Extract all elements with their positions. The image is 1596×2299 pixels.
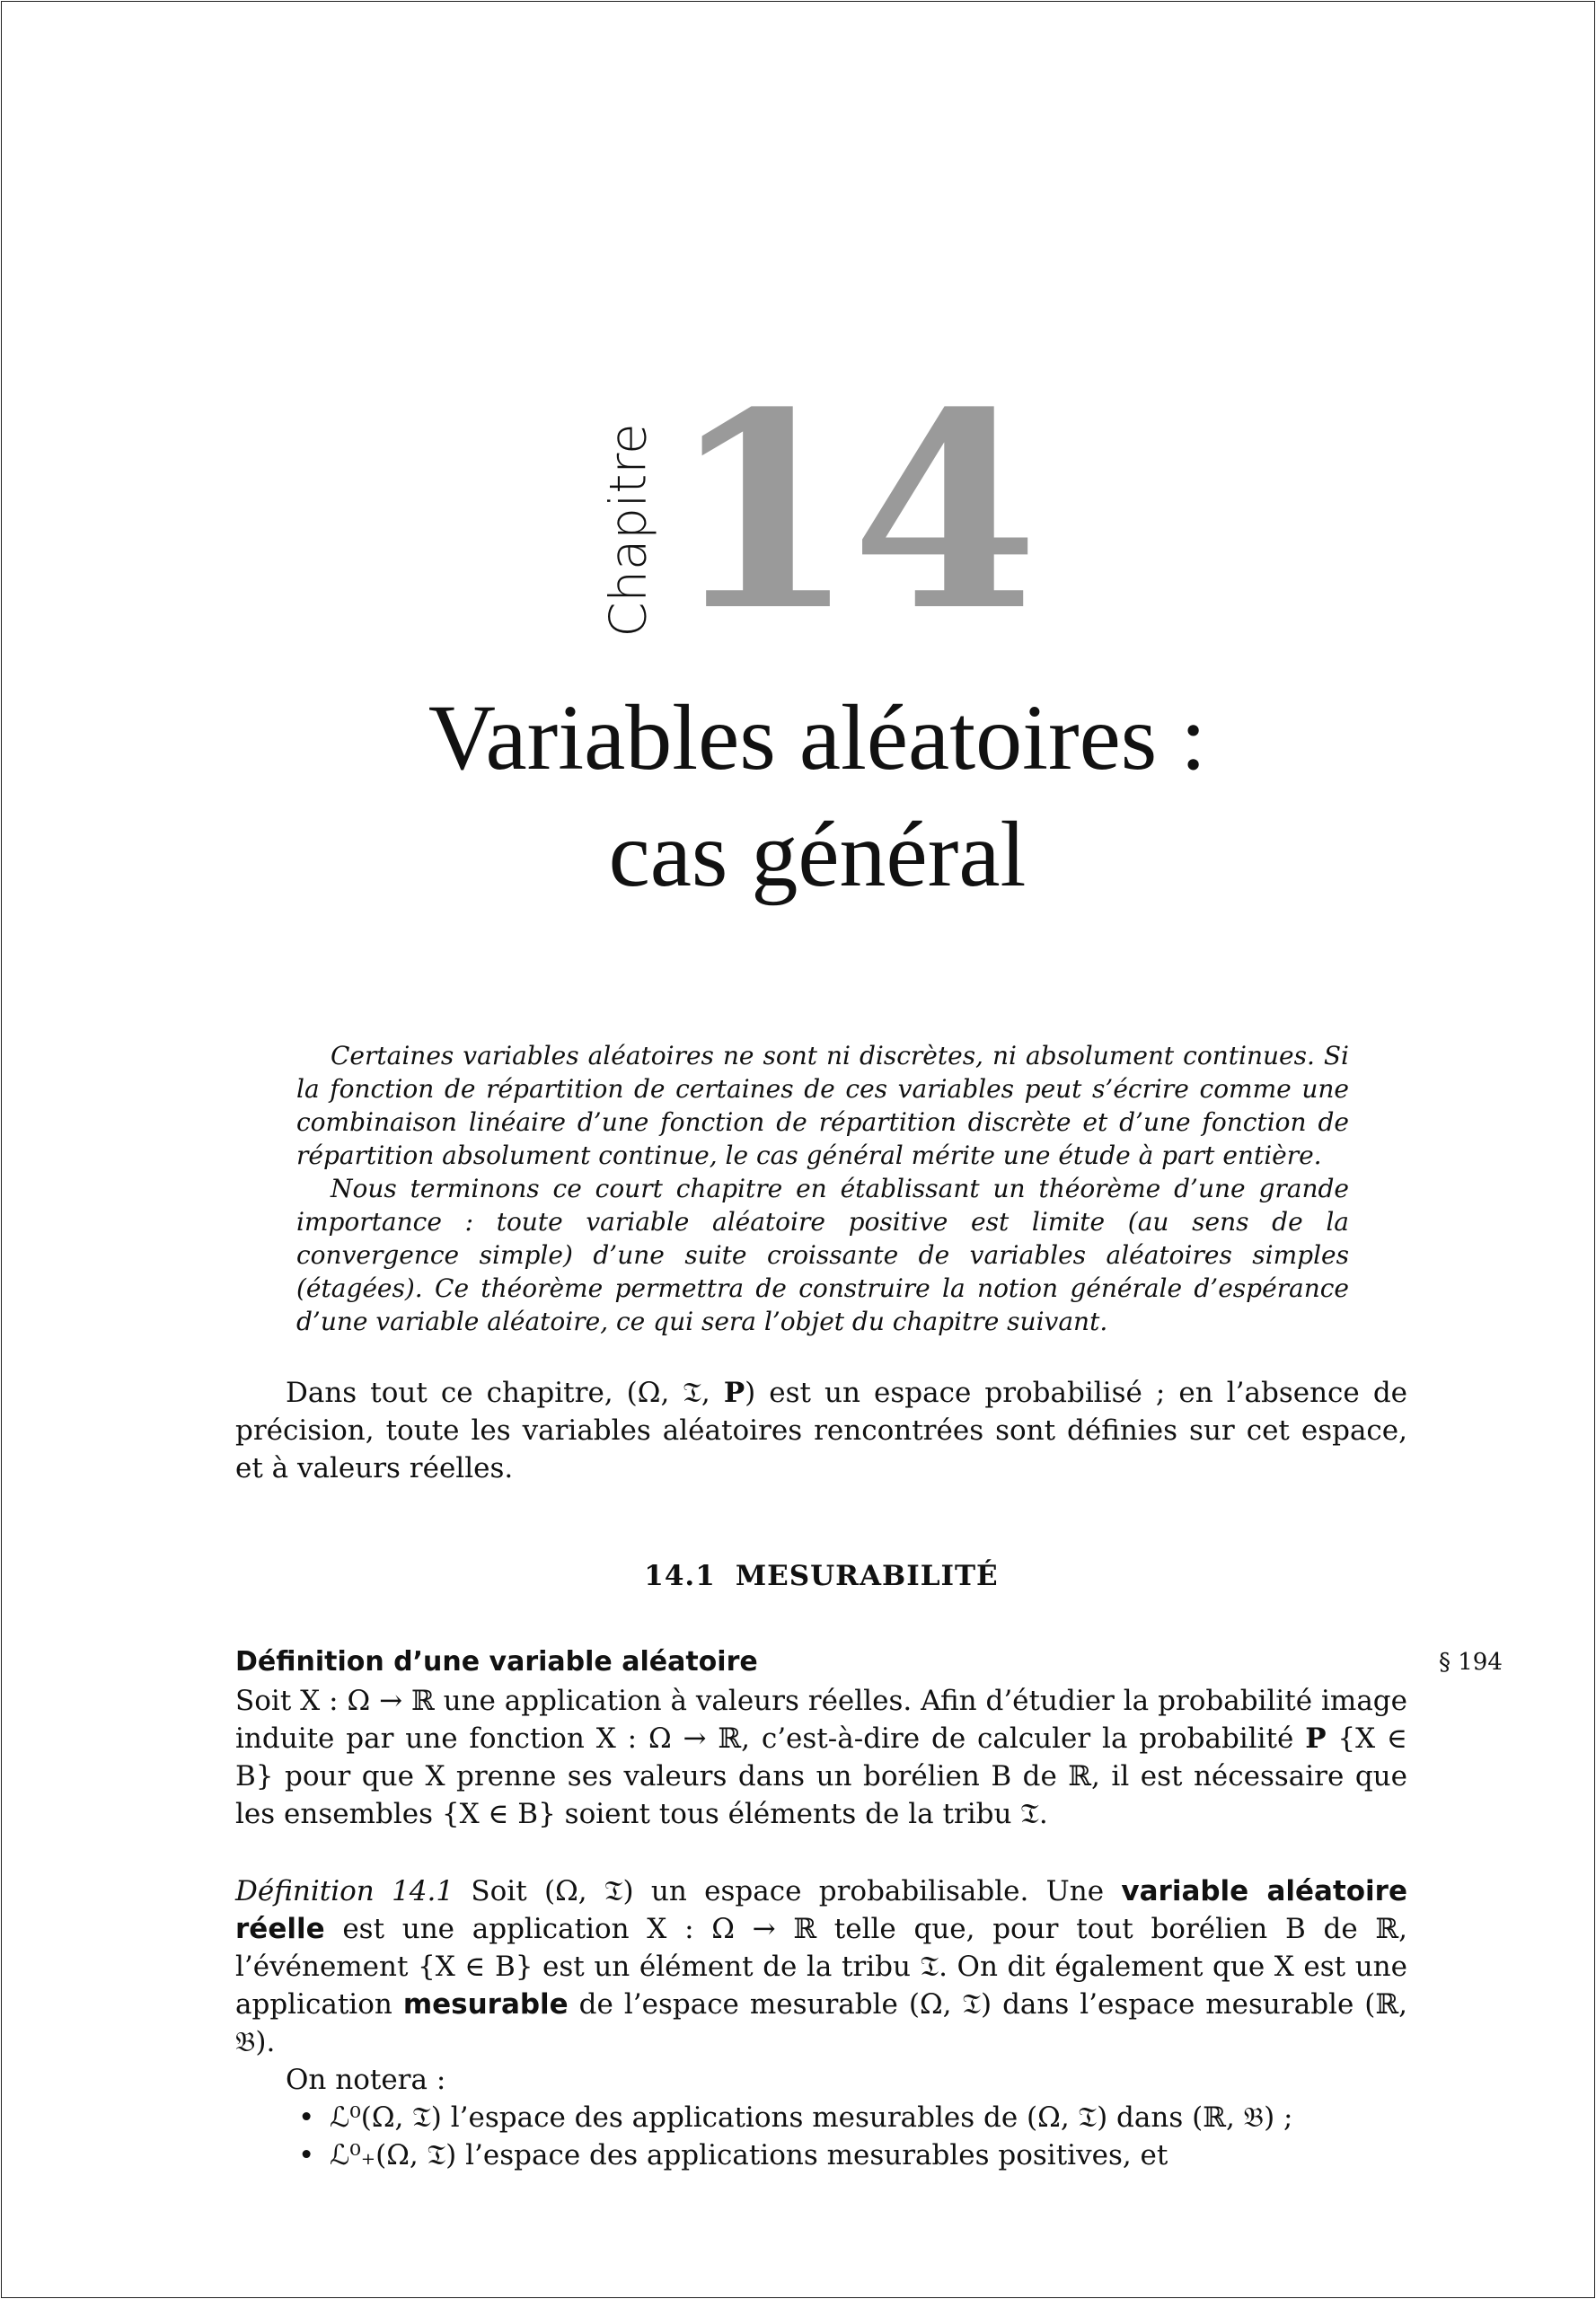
chapter-title-line-2: cas général bbox=[608, 803, 1027, 906]
intro-paragraph bbox=[235, 1374, 1407, 1487]
measurability-text-b: {X ∈ B} pour que X prenne ses valeurs dans un borélien B de ℝ, il est nécessaire que les ensembles {X ∈ B} soient tous éléments de la tribu 𝔗. bbox=[235, 1722, 1407, 1830]
chapter-title-line-1: Variables aléatoires : bbox=[428, 686, 1207, 789]
notation-list bbox=[235, 2099, 1407, 2174]
chapter-abstract bbox=[296, 1039, 1349, 1338]
abstract-paragraph-1: Certaines variables aléatoires ne sont ni discrètes, ni absolument continues. Si la fonction de répartition de certaines de ces variables peut s’écrire comme une combinaison linéaire d’une fonction de répartition discrète et d’une fonction de répartition absolument continue, le cas général mérite une étude à part entière. bbox=[296, 1041, 1349, 1170]
list-item: • ℒ⁰(Ω, 𝔗) l’espace des applications mesurables de (Ω, 𝔗) dans (ℝ, 𝔅) ; bbox=[235, 2099, 1407, 2136]
section-title: MESURABILITÉ bbox=[735, 1560, 999, 1592]
definition-text-b: est une application X : Ω → ℝ telle que, pour tout borélien B de ℝ, l’événement {X ∈ B} est un élément de la tribu 𝔗. On dit également que X est une application bbox=[235, 1913, 1407, 2021]
definition-block bbox=[235, 1872, 1407, 2174]
paragraph-heading: Définition d’une variable aléatoire bbox=[235, 1646, 758, 1678]
paragraph-reference: § 194 bbox=[1439, 1649, 1503, 1676]
abstract-paragraph-2: Nous terminons ce court chapitre en établissant un théorème d’une grande importance : toute variable aléatoire positive est limite (au sens de la convergence simple) d’une suite croissante de variables aléatoires simples (étagées). Ce théorème permettra de construire la notion générale d’espérance d’une variable aléatoire, ce qui sera l’objet du chapitre suivant. bbox=[296, 1174, 1349, 1336]
definition-label: Définition 14.1 bbox=[235, 1875, 454, 1907]
intro-text-a: Dans tout ce chapitre, (Ω, 𝔗, bbox=[286, 1377, 724, 1409]
definition-note: On notera : bbox=[286, 2064, 446, 2096]
definition-text-a: Soit (Ω, 𝔗) un espace probabilisable. Une bbox=[454, 1875, 1122, 1907]
intro-text-b: ) est un espace probabilisé ; en l’absence de précision, toute les variables aléatoires rencontrées sont définies sur cet espace, et à valeurs réelles. bbox=[235, 1377, 1408, 1484]
chapter-number: 14 bbox=[669, 353, 1034, 670]
probability-symbol: P bbox=[1305, 1722, 1327, 1755]
definition-text-c: de l’espace mesurable (Ω, 𝔗) dans l’espace mesurable (ℝ, 𝔅). bbox=[235, 1988, 1407, 2058]
definition-term-measurable: mesurable bbox=[402, 1988, 569, 2021]
section-heading bbox=[235, 1560, 1407, 1592]
chapter-word: Chapitre bbox=[599, 422, 658, 638]
chapter-label bbox=[593, 422, 665, 638]
measurability-text-a: Soit X : Ω → ℝ une application à valeurs réelles. Afin d’étudier la probabilité image induite par une fonction X : Ω → ℝ, c’est-à-dire de calculer la probabilité bbox=[235, 1685, 1407, 1755]
list-item: • ℒ⁰₊(Ω, 𝔗) l’espace des applications mesurables positives, et bbox=[235, 2136, 1407, 2174]
probability-symbol: P bbox=[723, 1377, 745, 1409]
section-number: 14.1 bbox=[644, 1560, 716, 1592]
definition-term-random-variable: variable aléatoire réelle bbox=[235, 1875, 1407, 1945]
measurability-paragraph bbox=[235, 1682, 1407, 1833]
